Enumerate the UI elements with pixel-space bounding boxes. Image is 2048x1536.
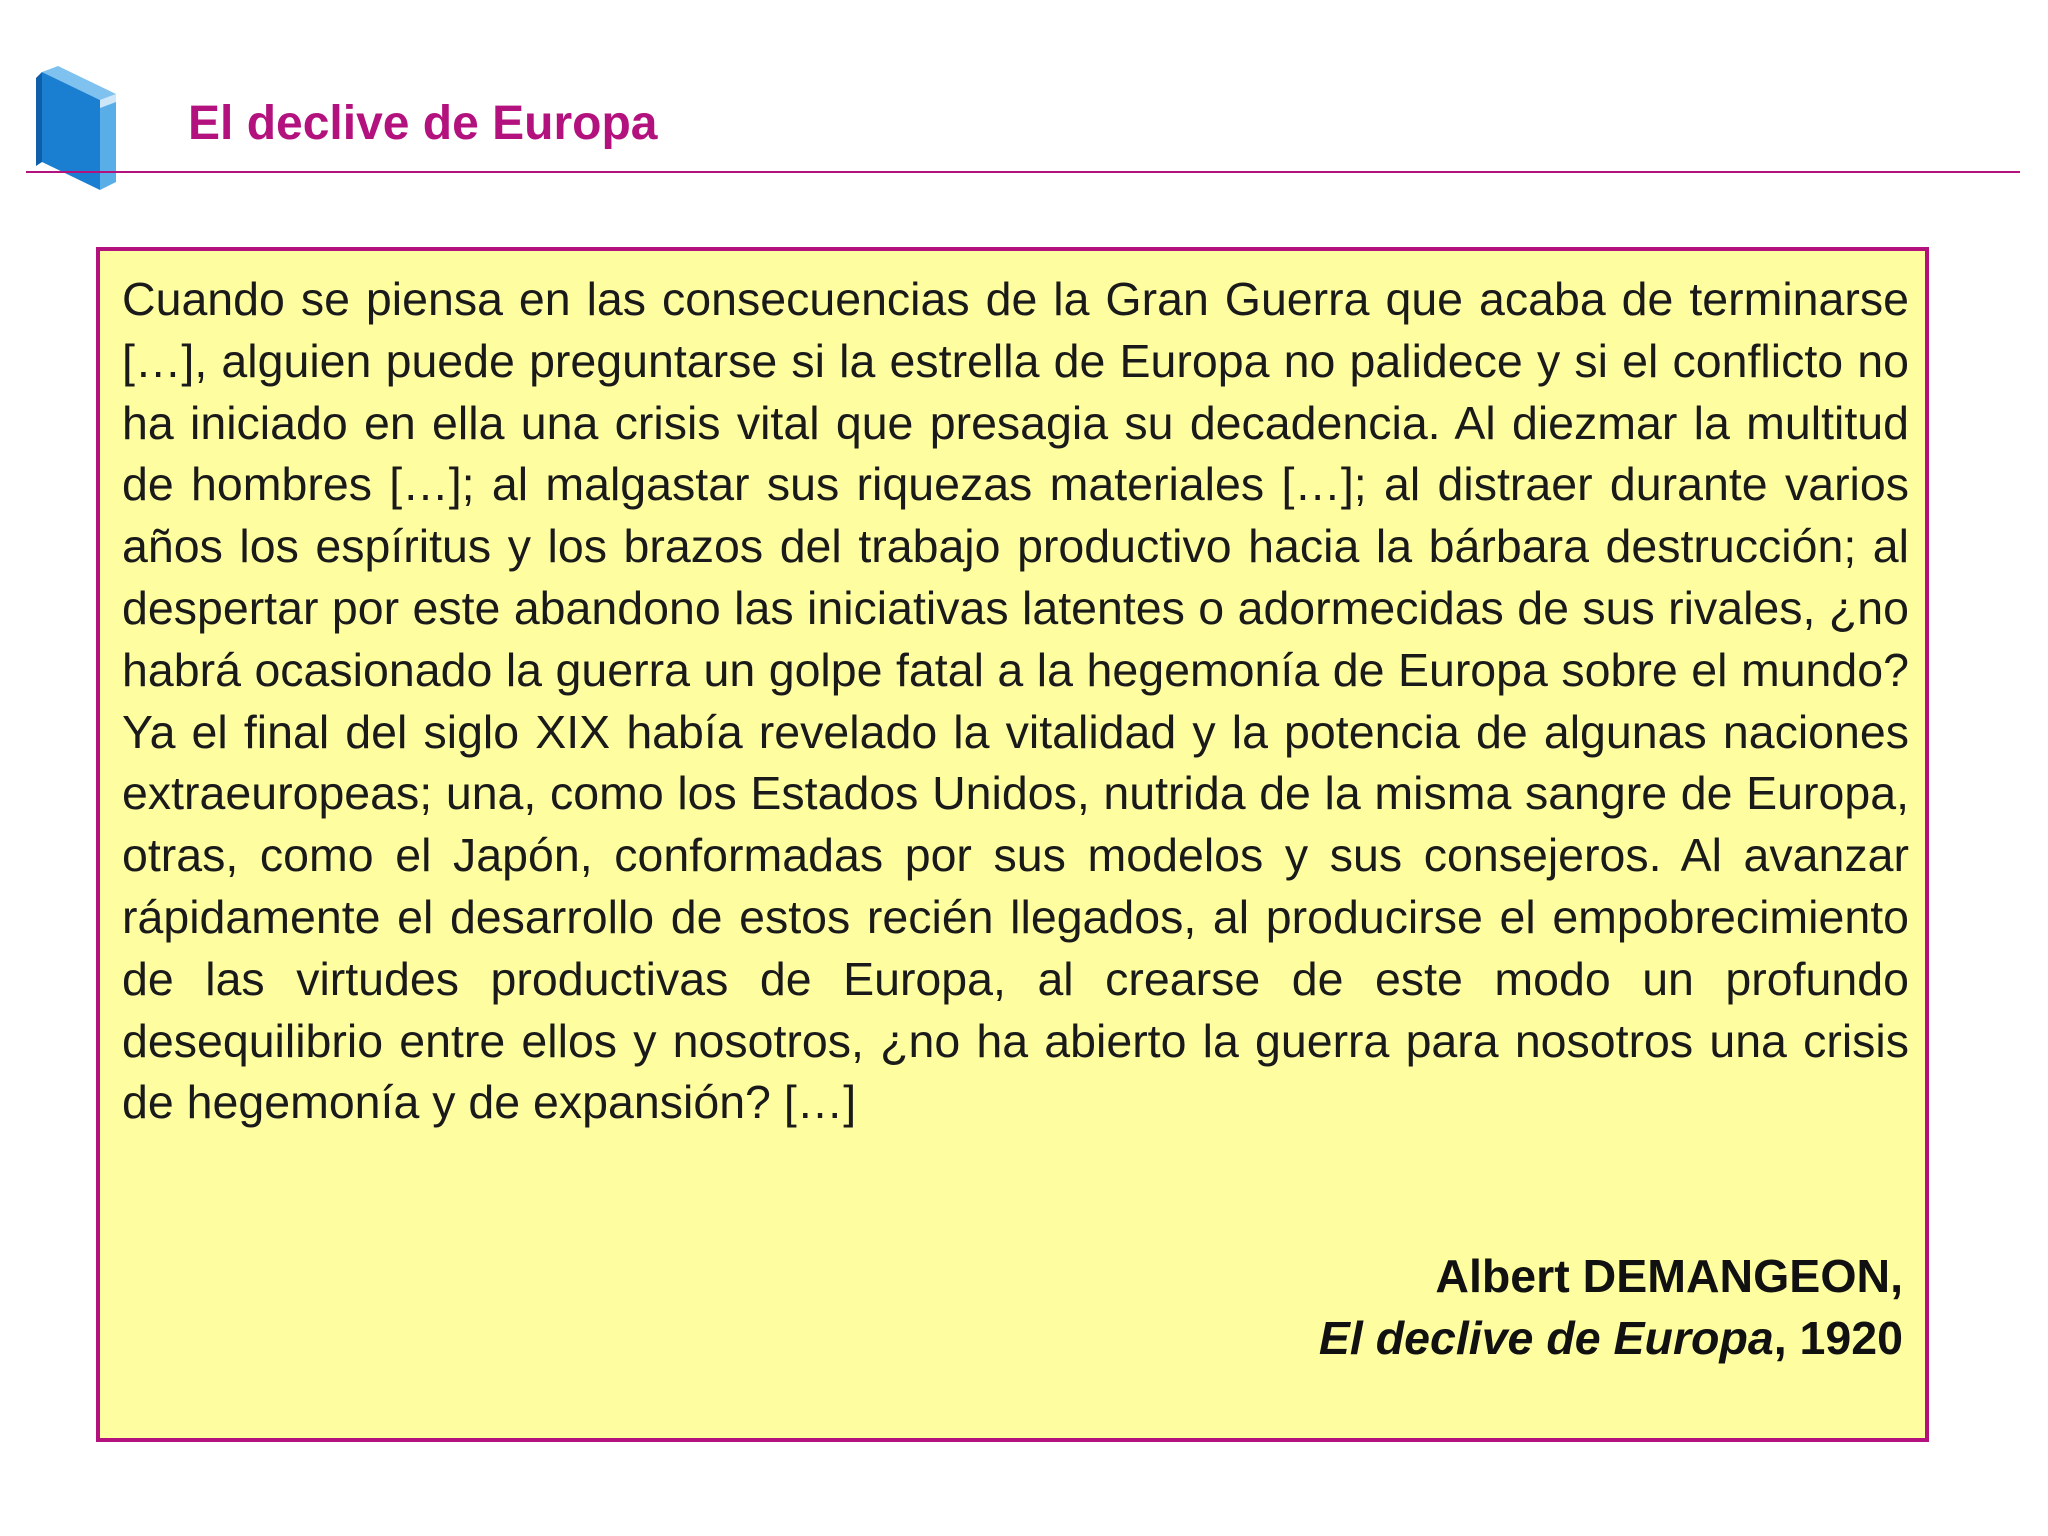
page-title: El declive de Europa [188, 97, 658, 150]
quote-source [1319, 1307, 1903, 1369]
quote-author: Albert DEMANGEON, [1435, 1250, 1903, 1302]
quote-box [96, 247, 1929, 1442]
quote-year: , 1920 [1773, 1312, 1903, 1364]
title-divider [26, 171, 2020, 173]
quote-work-title: El declive de Europa [1318, 1312, 1774, 1364]
quote-text: Cuando se piensa en las consecuencias de la Gran Guerra que acaba de terminarse […], alguien puede preguntarse si la estrella de Europa no palidece y si el conflicto no ha iniciado en ella una crisis vital que presagia su decadencia. Al diezmar la multitud de hombres […]; al malgastar sus riquezas materiales […]; al distraer durante varios años los espíritus y los brazos del trabajo productivo hacia la bárbara destrucción; al despertar por este abandono las iniciativas latentes o adormecidas de sus rivales, ¿no habrá ocasionado la guerra un golpe fatal a la hegemonía de Europa sobre el mundo? Ya el final del siglo XIX había revelado la vitalidad y la potencia de algunas naciones extraeuropeas; una, como los Estados Unidos, nutrida de la misma sangre de Europa, otras, como el Japón, conformadas por sus modelos y sus consejeros. Al avanzar rápidamente el desarrollo de estos recién llegados, al producirse el empobrecimiento de las virtudes productivas de Europa, al crearse de este modo un profundo desequilibrio entre ellos y nosotros, ¿no ha abierto la guerra para nosotros una crisis de hegemonía y de expansión? […] [122, 273, 1909, 1129]
attribution [1319, 1245, 1903, 1369]
